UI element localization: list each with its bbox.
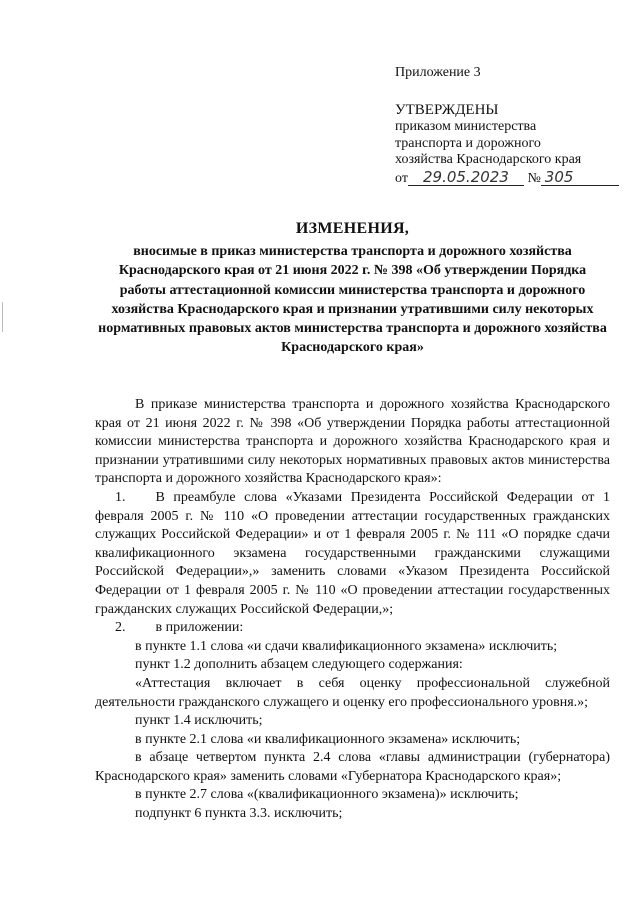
- from-label: от: [395, 170, 408, 186]
- approval-block: [395, 65, 610, 187]
- subitem-2: пункт 1.2 дополнить абзацем следующего содержания:: [135, 657, 463, 673]
- item-1-text: В преамбуле слова «Указами Президента Российской Федерации от 1 февраля 2005 г. № 110 «О проведении аттестации государственных гражданских служащих Российской Федерации» и от 1 февраля 2005 г. № 111 «О порядке сдачи квалификационного экзамена государственными гражданскими служащими Российской Федерации»,» заменить словами «Указом Президента Российской Федерации от 1 февраля 2005 г. № 110 «О проведении аттестации государственных гражданских служащих Российской Федерации,»;: [95, 489, 610, 617]
- item-1: [95, 489, 610, 619]
- item-2-text: в приложении:: [155, 620, 244, 636]
- appendix-label: Приложение 3: [395, 65, 481, 80]
- subitem-4: пункт 1.4 исключить;: [135, 713, 263, 729]
- subitem-8: подпункт 6 пункта 3.3. исключить;: [135, 806, 343, 822]
- approval-line-2: транспорта и дорожного: [395, 135, 541, 151]
- item-2-number: 2.: [115, 620, 126, 636]
- title-heading: ИЗМЕНЕНИЯ,: [295, 220, 410, 237]
- subitem-6: в абзаце четвертом пункта 2.4 слова «главы администрации (губернатора) Краснодарского края» заменить словами «Губернатора Краснодарского края»;: [95, 750, 610, 784]
- title-subtitle: вносимые в приказ министерства транспорта и дорожного хозяйства Краснодарского края от 21 июня 2022 г. № 398 «Об утверждении Порядка работы аттестационной комиссии министерства транспорта и дорожного хозяйства Краснодарского края и признании утратившими силу некоторых нормативных правовых актов министерства транспорта и дорожного хозяйства Краснодарского края»: [98, 244, 607, 356]
- handwritten-number: 305: [541, 169, 619, 187]
- document-title: [95, 220, 610, 358]
- subitem-1: в пункте 1.1 слова «и сдачи квалификационного экзамена» исключить;: [135, 638, 558, 654]
- subitem-7: в пункте 2.7 слова «(квалификационного экзамена)» исключить;: [135, 787, 519, 803]
- item-2: [95, 619, 610, 638]
- approval-line-1: приказом министерства: [395, 119, 537, 134]
- subitem-3: «Аттестация включает в себя оценку профессиональной служебной деятельности гражданского служащего и оценку его профессионального уровня.»;: [95, 675, 610, 710]
- date-number-line: [395, 169, 610, 188]
- approval-line-3: хозяйства Краснодарского края: [395, 152, 582, 167]
- handwritten-date: 29.05.2023: [408, 169, 524, 187]
- subitem-5: в пункте 2.1 слова «и квалификационного экзамена» исключить;: [135, 731, 521, 747]
- item-1-number: 1.: [115, 489, 126, 505]
- scan-margin-mark: [2, 302, 6, 332]
- number-label: №: [527, 170, 541, 186]
- intro-paragraph: В приказе министерства транспорта и дорожного хозяйства Краснодарского края от 21 июня 2022 г. № 398 «Об утверждении Порядка работы аттестационной комиссии министерства транспорта и дорожного хозяйства Краснодарского края и признании утратившими силу некоторых нормативных правовых актов министерства транспорта и дорожного хозяйства Краснодарского края»:: [95, 397, 610, 487]
- document-body: [95, 396, 610, 824]
- approved-label: УТВЕРЖДЕНЫ: [395, 101, 499, 118]
